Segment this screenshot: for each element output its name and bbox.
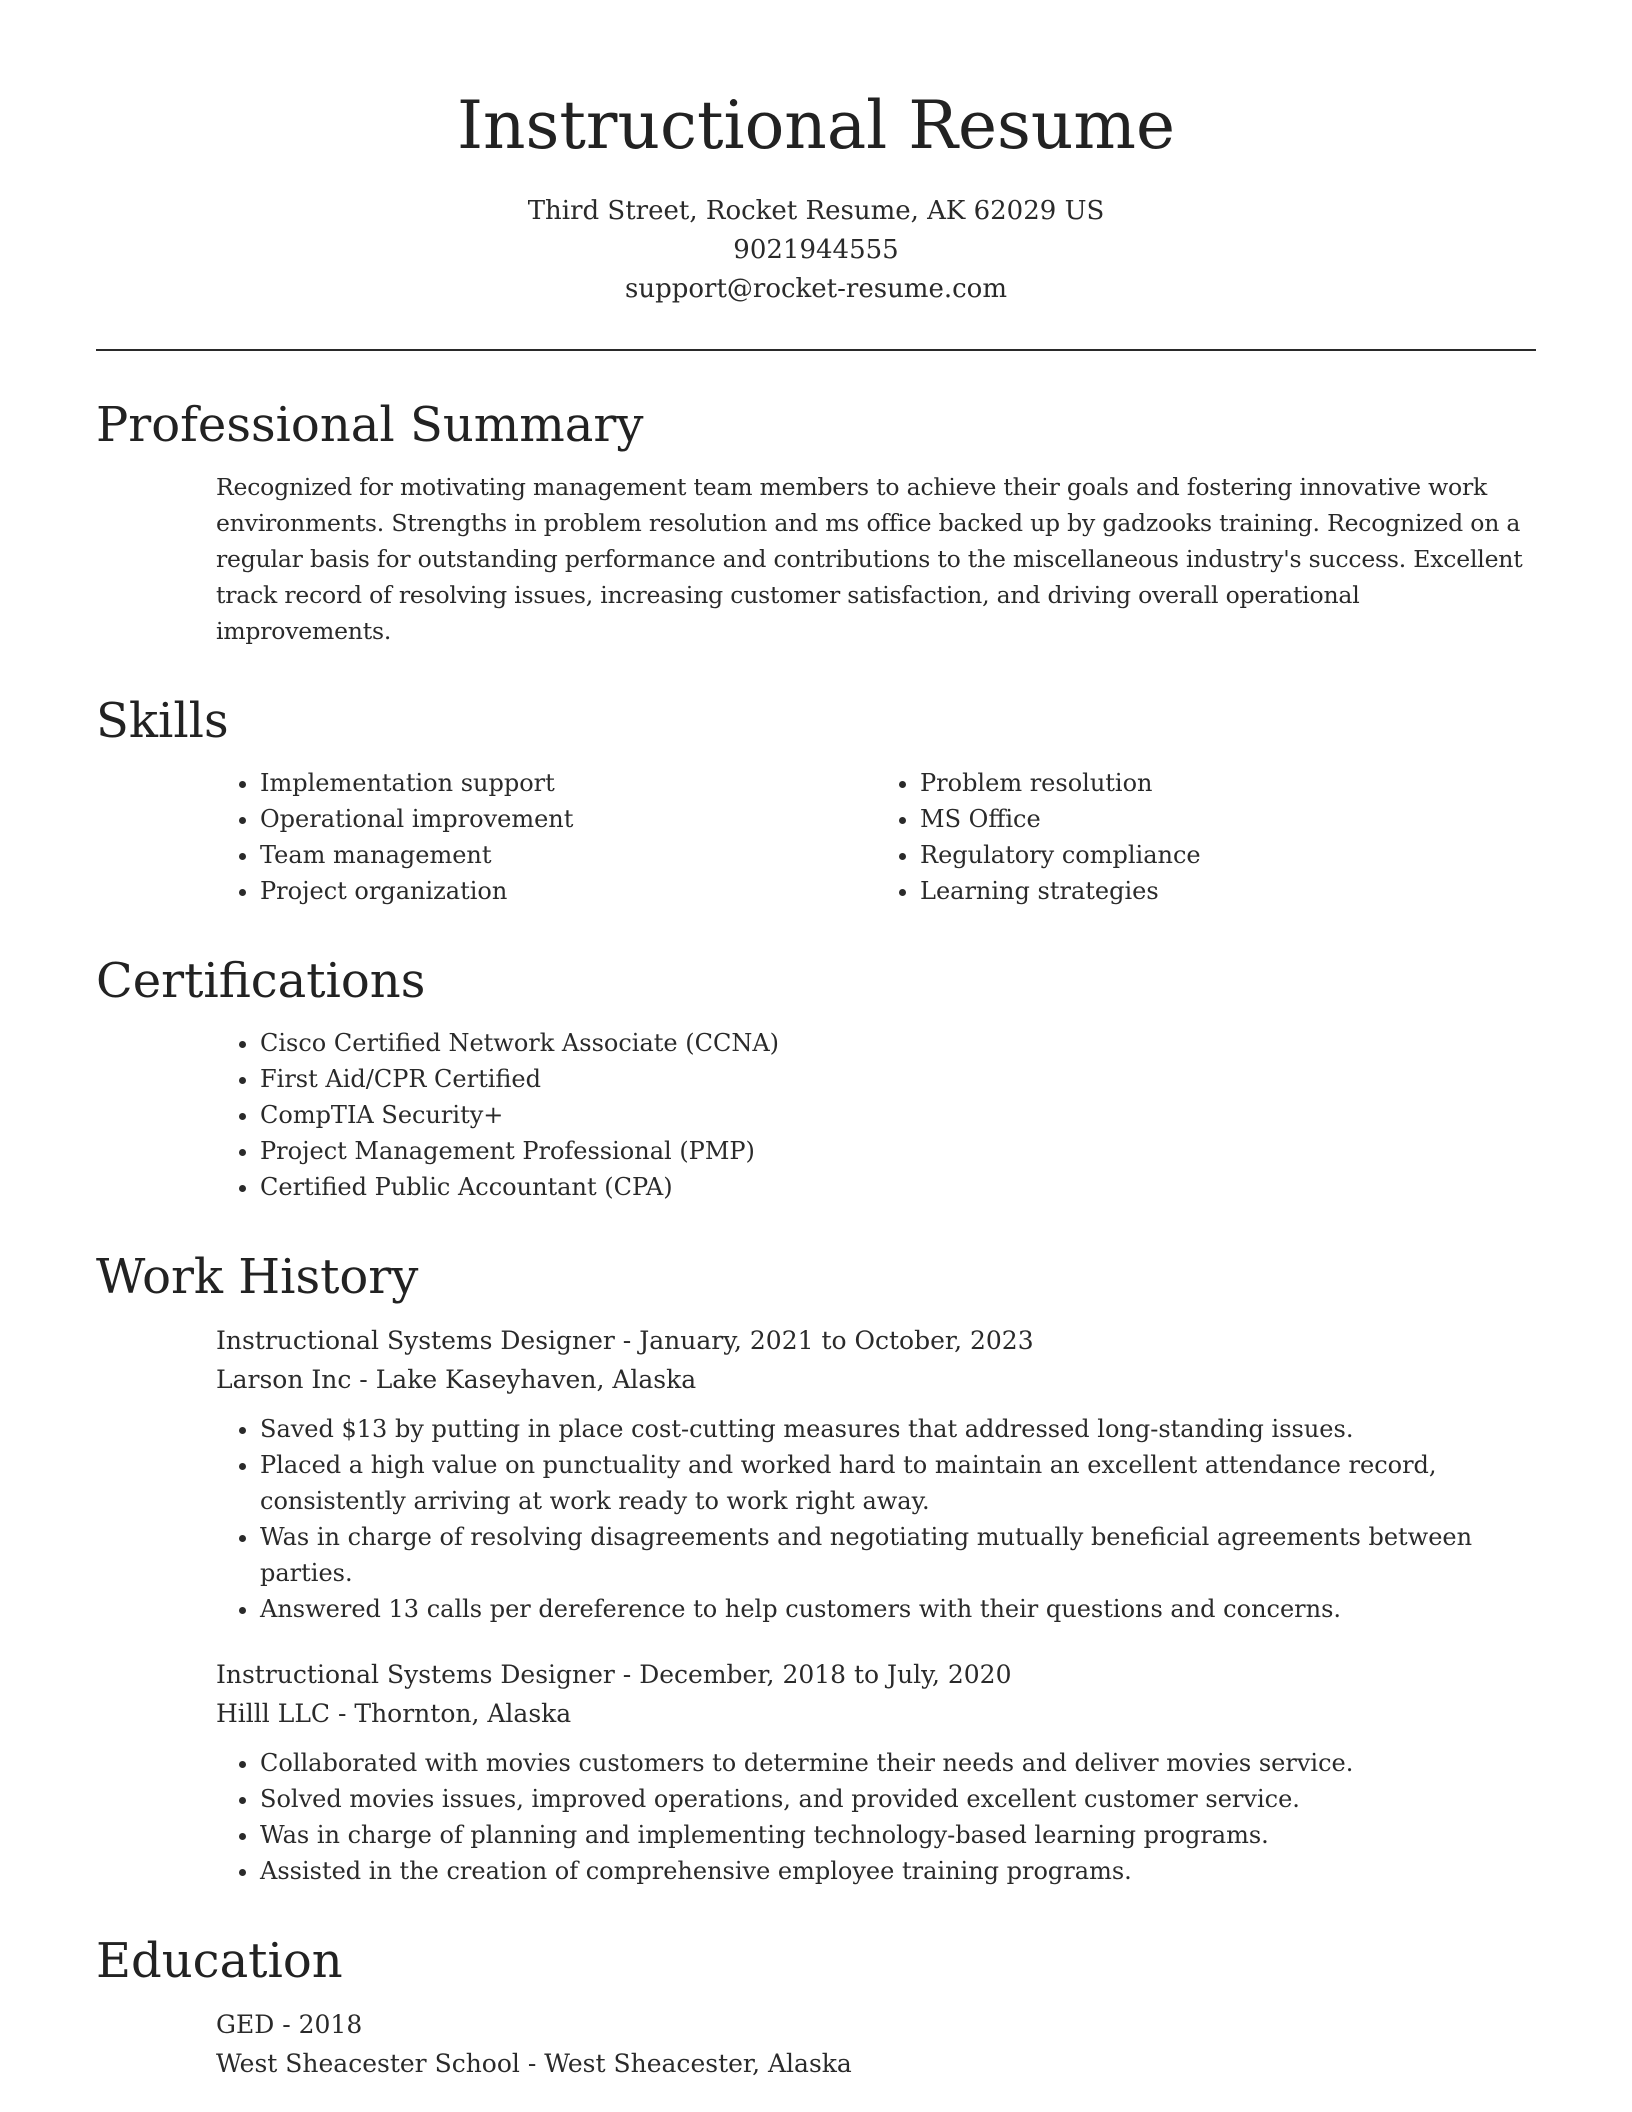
job-duty-item: • Answered 13 calls per dereference to help customers with their questions and concerns. xyxy=(260,1591,1536,1627)
section-work-history xyxy=(96,1245,1536,1889)
contact-phone: 9021944555 xyxy=(733,235,899,265)
section-title-certifications: Certifications xyxy=(96,953,426,1009)
education-entry xyxy=(216,2005,1536,2083)
certification-item: • CompTIA Security+ xyxy=(260,1097,1536,1133)
job-duty-item: • Saved $13 by putting in place cost-cutting measures that addressed long-standing issues. xyxy=(260,1411,1536,1447)
section-title-education: Education xyxy=(96,1933,343,1989)
skill-item: • Project organization xyxy=(260,873,876,909)
section-skills xyxy=(96,689,1536,909)
education-degree-line: GED - 2018 xyxy=(216,2010,363,2039)
work-history-body xyxy=(216,1321,1536,1889)
job-employer-line: Larson Inc - Lake Kaseyhaven, Alaska xyxy=(216,1365,697,1394)
contact-email: support@rocket-resume.com xyxy=(624,274,1007,304)
job-duty-item: • Collaborated with movies customers to determine their needs and deliver movies service. xyxy=(260,1745,1536,1781)
resume-name: Instructional Resume xyxy=(456,87,1176,164)
section-certifications xyxy=(96,949,1536,1205)
contact-address: Third Street, Rocket Resume, AK 62029 US xyxy=(527,196,1105,226)
header-divider xyxy=(96,349,1536,351)
job-duty-item: • Assisted in the creation of comprehensive employee training programs. xyxy=(260,1853,1536,1889)
certification-item: • Certified Public Accountant (CPA) xyxy=(260,1169,1536,1205)
job-duty-item: • Was in charge of planning and implementing technology-based learning programs. xyxy=(260,1817,1536,1853)
certification-item: • Project Management Professional (PMP) xyxy=(260,1133,1536,1169)
education-body xyxy=(216,2005,1536,2083)
summary-body xyxy=(216,469,1536,649)
skill-item: • Operational improvement xyxy=(260,801,876,837)
skill-item: • Implementation support xyxy=(260,765,876,801)
skill-item: • Regulatory compliance xyxy=(920,837,1536,873)
job-duties-list xyxy=(216,1411,1536,1627)
job-title-line: Instructional Systems Designer - January, 2021 to October, 2023 xyxy=(216,1326,1034,1355)
skill-item: • Team management xyxy=(260,837,876,873)
certifications-list xyxy=(216,1025,1536,1205)
section-title-summary: Professional Summary xyxy=(96,397,644,453)
skills-grid xyxy=(216,765,1536,909)
section-title-skills: Skills xyxy=(96,693,229,749)
skills-column-right xyxy=(876,765,1536,909)
certification-item: • Cisco Certified Network Associate (CCNA) xyxy=(260,1025,1536,1061)
job-duty-item: • Solved movies issues, improved operations, and provided excellent customer service. xyxy=(260,1781,1536,1817)
certifications-body xyxy=(216,1025,1536,1205)
job-employer-line: Hilll LLC - Thornton, Alaska xyxy=(216,1699,572,1728)
skills-body xyxy=(216,765,1536,909)
job-duty-item: • Was in charge of resolving disagreements and negotiating mutually beneficial agreements between parties. xyxy=(260,1519,1536,1591)
education-school-line: West Sheacester School - West Sheacester, Alaska xyxy=(216,2049,852,2078)
skill-item: • MS Office xyxy=(920,801,1536,837)
job-duty-item: • Placed a high value on punctuality and worked hard to maintain an excellent attendance record, consistently arriving at work ready to work right away. xyxy=(260,1447,1536,1519)
job-entry xyxy=(216,1321,1536,1627)
summary-text: Recognized for motivating management team members to achieve their goals and fostering innovative work environments. Strengths in problem resolution and ms office backed up by gadzooks training. Recognized on a regular basis for outstanding performance and contributions to the miscellaneous industry's success. Excellent track record of resolving issues, increasing customer satisfaction, and driving overall operational improvements. xyxy=(216,473,1523,645)
job-entry xyxy=(216,1655,1536,1889)
skill-item: • Learning strategies xyxy=(920,873,1536,909)
section-professional-summary xyxy=(96,393,1536,649)
skills-column-left xyxy=(216,765,876,909)
job-title-line: Instructional Systems Designer - December, 2018 to July, 2020 xyxy=(216,1660,1012,1689)
job-duties-list xyxy=(216,1745,1536,1889)
certification-item: • First Aid/CPR Certified xyxy=(260,1061,1536,1097)
section-title-work-history: Work History xyxy=(96,1249,419,1305)
section-education xyxy=(96,1929,1536,2083)
skill-item: • Problem resolution xyxy=(920,765,1536,801)
resume-header xyxy=(96,0,1536,309)
contact-info xyxy=(96,192,1536,309)
